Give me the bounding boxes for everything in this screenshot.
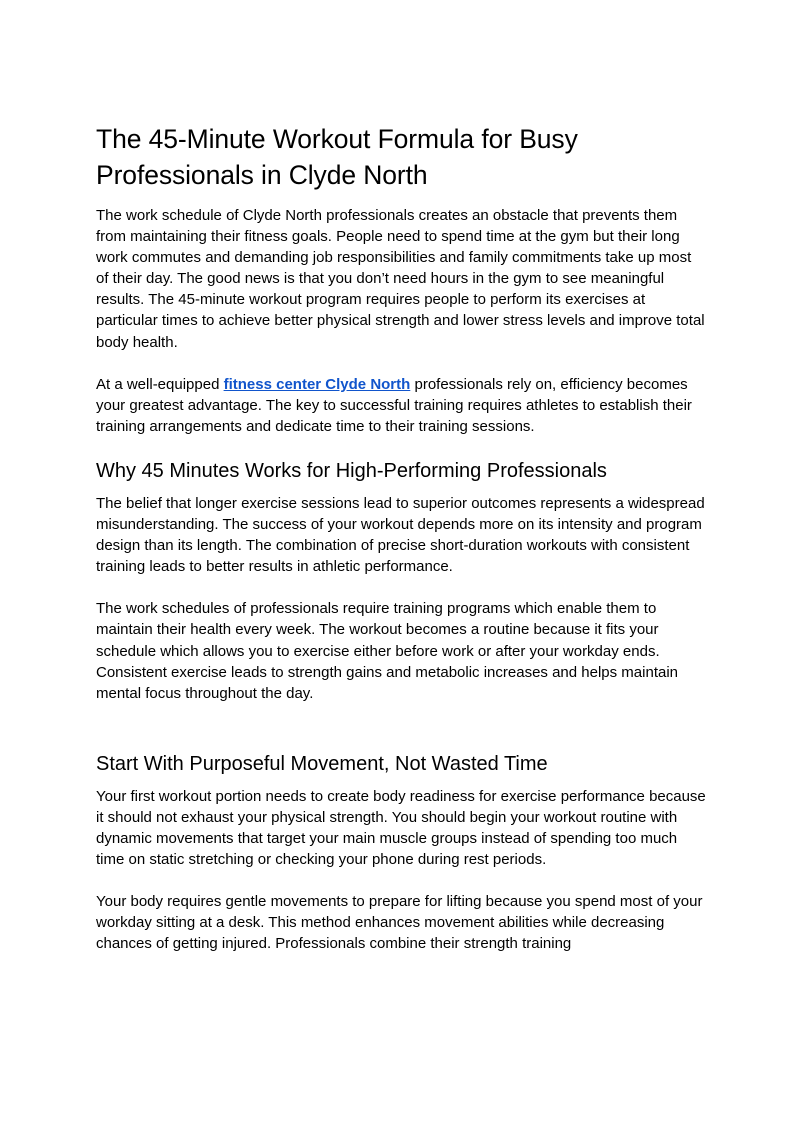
section-2-paragraph-2: Your body requires gentle movements to prepare for lifting because you spend most of your workday sitting at a desk. This method enhances movement abilities while decreasing chances of getting injured. Professionals combine their strength training xyxy=(96,893,703,953)
section-2-paragraph-1: Your first workout portion needs to create body readiness for exercise performance because it should not exhaust your physical strength. You should begin your workout routine with dynamic movements that target your main muscle groups instead of spending too much time on static stretching or checking your phone during rest periods. xyxy=(96,787,706,869)
article-title: The 45-Minute Workout Formula for Busy Professionals in Clyde North xyxy=(96,124,578,190)
section-spacer xyxy=(96,704,706,750)
intro-paragraph-2-after: professionals rely on, efficiency becomes your greatest advantage. The key to successful training requires athletes to establish their training arrangements and dedicate time to their training sessions. xyxy=(96,375,692,435)
paragraph-spacer xyxy=(96,577,706,598)
section-1-paragraph-1: The belief that longer exercise sessions lead to superior outcomes represents a widespread misunderstanding. The success of your workout depends more on its intensity and program design than its length. The combination of precise short-duration workouts with consistent training leads to better results in athletic performance. xyxy=(96,494,705,576)
intro-paragraph-1: The work schedule of Clyde North professionals creates an obstacle that prevents them from maintaining their fitness goals. People need to spend time at the gym but their long work commutes and demanding job responsibilities and family commitments take up most of their day. The good news is that you don’t need hours in the gym to see meaningful results. The 45-minute workout program requires people to perform its exercises at particular times to achieve better physical strength and lower stress levels and improve total body health. xyxy=(96,207,705,351)
paragraph-spacer xyxy=(96,353,706,374)
intro-paragraph-2 xyxy=(96,374,706,437)
section-1-paragraph-2: The work schedules of professionals require training programs which enable them to maintain their health every week. The workout becomes a routine because it fits your schedule which allows you to exercise either before work or after your workday ends. Consistent exercise leads to strength gains and metabolic increases and helps maintain mental focus throughout the day. xyxy=(96,600,678,702)
section-spacer xyxy=(96,437,706,457)
section-1-heading: Why 45 Minutes Works for High-Performing Professionals xyxy=(96,459,607,482)
fitness-center-link[interactable]: fitness center Clyde North xyxy=(223,375,411,393)
section-2-heading: Start With Purposeful Movement, Not Wasted Time xyxy=(96,752,548,775)
paragraph-spacer xyxy=(96,870,706,891)
intro-paragraph-2-before: At a well-equipped xyxy=(96,375,224,393)
document-page xyxy=(96,121,706,954)
